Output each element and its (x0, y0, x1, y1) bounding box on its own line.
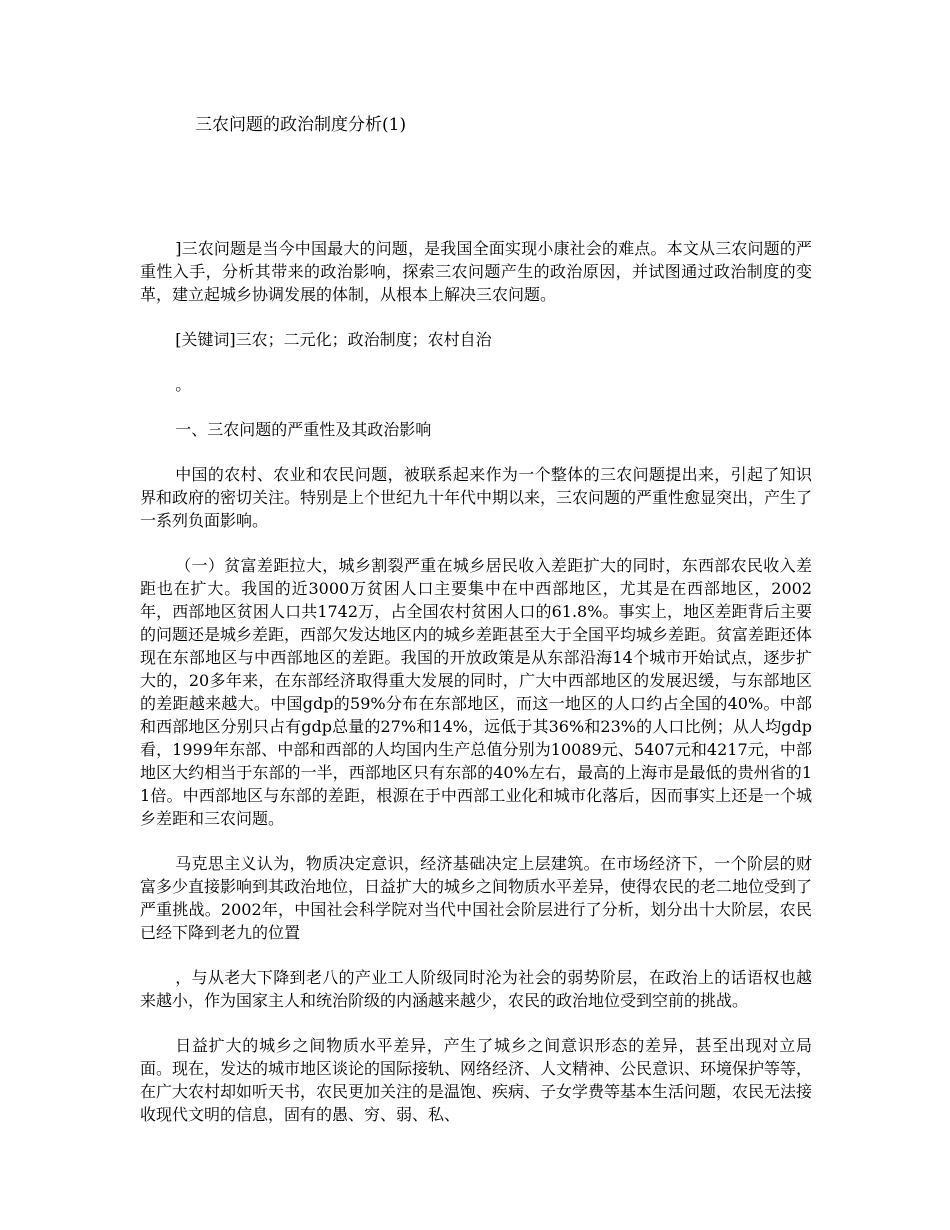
body-paragraph: ，与从老大下降到老八的产业工人阶级同时沦为社会的弱势阶层，在政治上的话语权也越来越小，作为国家主人和统治阶级的内涵越来越少，农民的政治地位受到空前的挑战。 (140, 968, 812, 1010)
separator-paragraph: 。 (175, 375, 192, 394)
abstract-paragraph: ]三农问题是当今中国最大的问题，是我国全面实现小康社会的难点。本文从三农问题的严重性入手，分析其带来的政治影响，探索三农问题产生的政治原因，并试图通过政治制度的变革，建立起城乡协调发展的体制，从根本上解决三农问题。 (140, 239, 812, 304)
body-paragraph: 中国的农村、农业和农民问题，被联系起来作为一个整体的三农问题提出来，引起了知识界和政府的密切关注。特别是上个世纪九十年代中期以来，三农问题的严重性愈显突出，产生了一系列负面影响。 (140, 465, 813, 530)
section-heading: 一、三农问题的严重性及其政治影响 (175, 420, 432, 439)
document-body (140, 237, 812, 1148)
body-paragraph: 马克思主义认为，物质决定意识，经济基础决定上层建筑。在市场经济下，一个阶层的财富多少直接影响到其政治地位，日益扩大的城乡之间物质水平差异，使得农民的老二地位受到了严重挑战。2002年，中国社会科学院对当代中国社会阶层进行了分析，划分出十大阶层，农民已经下降到老九的位置 (140, 854, 813, 942)
body-paragraph: 日益扩大的城乡之间物质水平差异，产生了城乡之间意识形态的差异，甚至出现对立局面。现在，发达的城市地区谈论的国际接轨、网络经济、人文精神、公民意识、环境保护等等，在广大农村却如听天书，农民更加关注的是温饱、疾病、子女学费等基本生活问题，农民无法接收现代文明的信息，固有的愚、穷、弱、私、 (140, 1036, 813, 1124)
body-paragraph: （一）贫富差距拉大，城乡割裂严重在城乡居民收入差距扩大的同时，东西部农民收入差距也在扩大。我国的近3000万贫困人口主要集中在中西部地区，尤其是在西部地区，2002年，西部地区贫困人口共1742万，占全国农村贫困人口的61.8%。事实上，地区差距背后主要的问题还是城乡差距，西部欠发达地区内的城乡差距甚至大于全国平均城乡差距。贫富差距还体现在东部地区与中西部地区的差距。我国的开放政策是从东部沿海14个城市开始试点，逐步扩大的，20多年来，在东部经济取得重大发展的同时，广大中西部地区的发展迟缓，与东部地区的差距越来越大。中国gdp的59%分布在东部地区，而这一地区的人口约占全国的40%。中部和西部地区分别只占有gdp总量的27%和14%，远低于其36%和23%的人口比例；从人均gdp看，1999年东部、中部和西部的人均国内生产总值分别为10089元、5407元和4217元，中部地区大约相当于东部的一半，西部地区只有东部的40%左右，最高的上海市是最低的贵州省的11倍。中西部地区与东部的差距，根源在于中西部工业化和城市化落后，因而事实上还是一个城乡差距和三农问题。 (140, 556, 813, 828)
keywords-paragraph: [关键词]三农；二元化；政治制度；农村自治 (175, 330, 492, 349)
document-title: 三农问题的政治制度分析(1) (195, 115, 407, 135)
